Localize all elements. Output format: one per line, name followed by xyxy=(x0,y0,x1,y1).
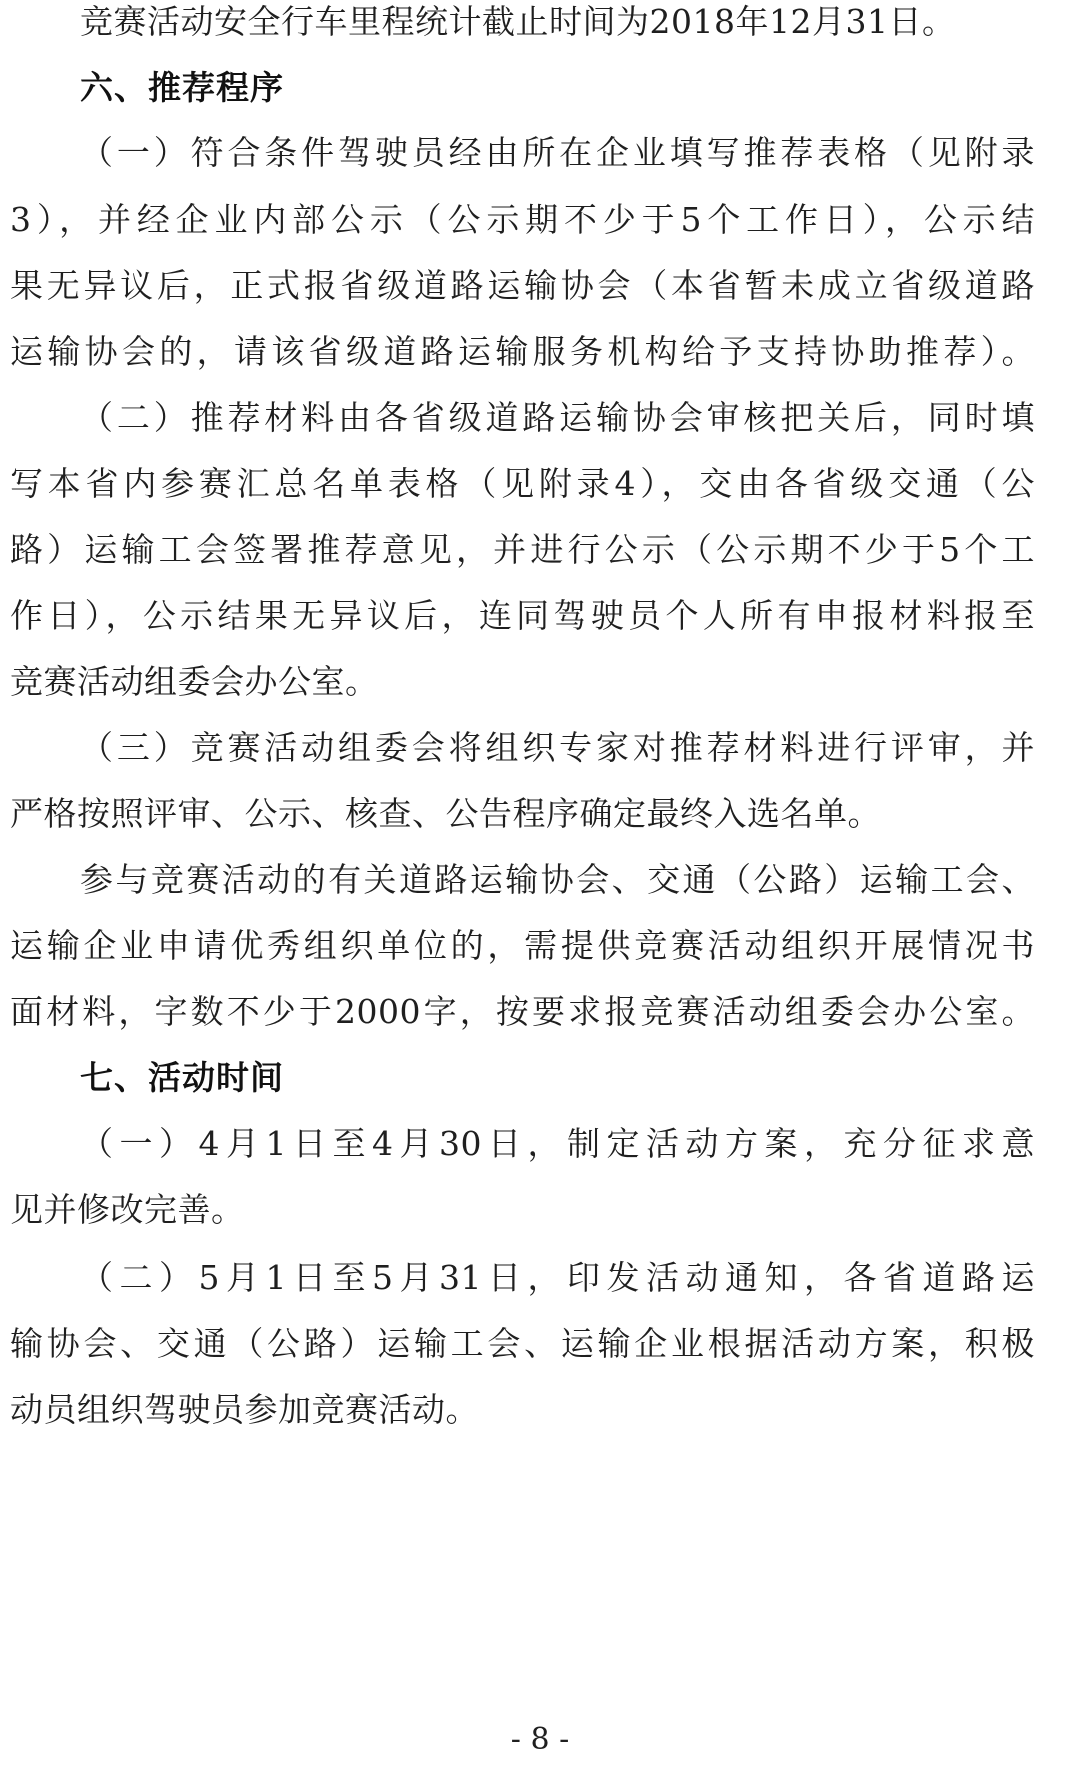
paragraph-line: （三）竞赛活动组委会将组织专家对推荐材料进行评审，并 xyxy=(80,728,1035,767)
paragraph-line: （二）推荐材料由各省级道路运输协会审核把关后，同时填 xyxy=(80,398,1035,437)
paragraph-line: 面材料，字数不少于2000字，按要求报竞赛活动组委会办公室。 xyxy=(10,992,1035,1031)
paragraph-line: （一）符合条件驾驶员经由所在企业填写推荐表格（见附录 xyxy=(80,133,1035,172)
paragraph-line: 参与竞赛活动的有关道路运输协会、交通（公路）运输工会、 xyxy=(80,860,1035,899)
paragraph-line: 竞赛活动组委会办公室。 xyxy=(10,662,379,701)
paragraph-line: 严格按照评审、公示、核查、公告程序确定最终入选名单。 xyxy=(10,794,881,833)
section-heading-recommendation-procedure: 六、推荐程序 xyxy=(80,68,284,107)
paragraph-line: 见并修改完善。 xyxy=(10,1190,245,1229)
paragraph-line: 竞赛活动安全行车里程统计截止时间为2018年12月31日。 xyxy=(80,2,956,41)
paragraph-line: （一）4月1日至4月30日，制定活动方案，充分征求意 xyxy=(80,1124,1035,1163)
paragraph-line: 作日），公示结果无异议后，连同驾驶员个人所有申报材料报至 xyxy=(10,596,1035,635)
paragraph-line: 果无异议后，正式报省级道路运输协会（本省暂未成立省级道路 xyxy=(10,266,1035,305)
paragraph-line: （二）5月1日至5月31日，印发活动通知，各省道路运 xyxy=(80,1258,1035,1297)
page-number: - 8 - xyxy=(510,1722,570,1757)
paragraph-line: 运输企业申请优秀组织单位的，需提供竞赛活动组织开展情况书 xyxy=(10,926,1035,965)
paragraph-line: 输协会、交通（公路）运输工会、运输企业根据活动方案，积极 xyxy=(10,1324,1035,1363)
paragraph-line: 3），并经企业内部公示（公示期不少于5个工作日），公示结 xyxy=(10,200,1035,239)
section-heading-activity-time: 七、活动时间 xyxy=(80,1058,284,1097)
paragraph-line: 写本省内参赛汇总名单表格（见附录4），交由各省级交通（公 xyxy=(10,464,1035,503)
paragraph-line: 运输协会的，请该省级道路运输服务机构给予支持协助推荐）。 xyxy=(10,332,1035,371)
paragraph-line: 动员组织驾驶员参加竞赛活动。 xyxy=(10,1390,479,1429)
paragraph-line: 路）运输工会签署推荐意见，并进行公示（公示期不少于5个工 xyxy=(10,530,1035,569)
